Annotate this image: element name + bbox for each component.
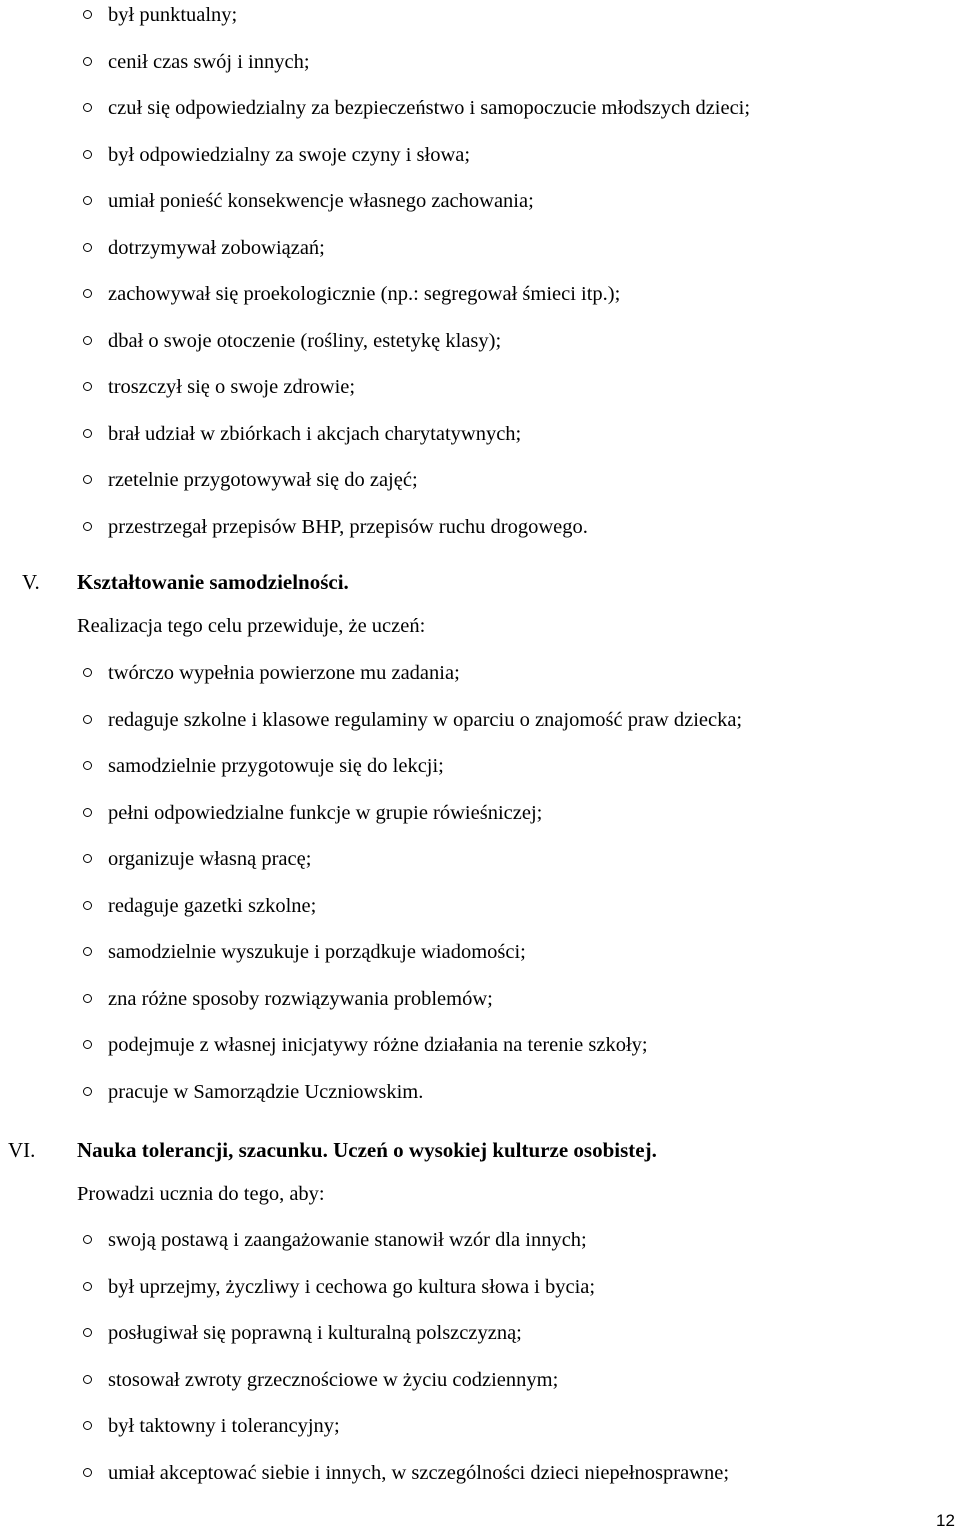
list-item-text: organizuje własną pracę; [108, 848, 312, 870]
section-v-intro: Realizacja tego celu przewiduje, że uczeń: [77, 615, 426, 637]
list-item-text: troszczył się o swoje zdrowie; [108, 376, 356, 398]
bullet-icon [83, 103, 92, 112]
section-vi-title: Nauka tolerancji, szacunku. Uczeń o wysokiej kulturze osobistej. [77, 1138, 657, 1162]
list-item-text: był uprzejmy, życzliwy i cechowa go kultura słowa i bycia; [108, 1275, 596, 1298]
bullet-icon [83, 10, 92, 19]
list-item-text: brał udział w zbiórkach i akcjach charytatywnych; [108, 422, 522, 445]
list-item-text: dotrzymywał zobowiązań; [108, 236, 325, 259]
list-item-text: rzetelnie przygotowywał się do zajęć; [108, 469, 418, 491]
bullet-icon [83, 1421, 92, 1430]
section-vi-intro: Prowadzi ucznia do tego, aby: [77, 1183, 325, 1205]
bullet-icon [83, 475, 92, 484]
list-item-text: przestrzegał przepisów BHP, przepisów ruchu drogowego. [108, 515, 588, 538]
list-item-text: był punktualny; [108, 4, 238, 26]
list-item-text: pełni odpowiedzialne funkcje w grupie rówieśniczej; [108, 801, 543, 824]
list-item-text: posługiwał się poprawną i kulturalną polszczyzną; [108, 1322, 522, 1344]
page-number: 12 [936, 1511, 955, 1530]
list-item-text: był odpowiedzialny za swoje czyny i słowa; [108, 143, 471, 166]
bullet-icon [83, 901, 92, 910]
list-item-text: był taktowny i tolerancyjny; [108, 1415, 340, 1437]
list-item-text: czuł się odpowiedzialny za bezpieczeństwo i samopoczucie młodszych dzieci; [108, 97, 751, 119]
bullet-icon [83, 57, 92, 66]
list-item-text: samodzielnie przygotowuje się do lekcji; [108, 755, 444, 777]
list-item-text: dbał o swoje otoczenie (rośliny, estetykę klasy); [108, 329, 502, 352]
list-item-text: zachowywał się proekologicznie (np.: segregował śmieci itp.); [108, 283, 621, 305]
bullet-icon [83, 196, 92, 205]
bullet-icon [83, 947, 92, 956]
bullet-icon [83, 289, 92, 298]
bullet-icon [83, 382, 92, 391]
bullet-icon [83, 1375, 92, 1384]
list-item-text: redaguje szkolne i klasowe regulaminy w oparciu o znajomość praw dziecka; [108, 708, 743, 731]
list-item-text: redaguje gazetki szkolne; [108, 894, 317, 917]
bullet-icon [83, 808, 92, 817]
list-item-text: pracuje w Samorządzie Uczniowskim. [108, 1080, 424, 1103]
bullet-icon [83, 1040, 92, 1049]
list-item-text: stosował zwroty grzecznościowe w życiu codziennym; [108, 1368, 559, 1391]
bullet-icon [83, 761, 92, 770]
bullet-icon [83, 336, 92, 345]
bullet-icon [83, 1235, 92, 1244]
section-v-title: Kształtowanie samodzielności. [77, 570, 349, 594]
list-item-text: twórczo wypełnia powierzone mu zadania; [108, 662, 460, 684]
bullet-icon [83, 429, 92, 438]
list-item-text: umiał ponieść konsekwencje własnego zachowania; [108, 190, 534, 212]
bullet-icon [83, 854, 92, 863]
bullet-icon [83, 715, 92, 724]
bullet-icon [83, 243, 92, 252]
list-item-text: swoją postawą i zaangażowanie stanowił wzór dla innych; [108, 1229, 587, 1251]
section-v-number: V. [22, 570, 40, 594]
bullet-icon [83, 668, 92, 677]
bullet-icon [83, 1328, 92, 1337]
bullet-icon [83, 1087, 92, 1096]
list-item-text: cenił czas swój i innych; [108, 50, 310, 73]
section-vi-number: VI. [8, 1138, 36, 1162]
bullet-icon [83, 1468, 92, 1477]
bullet-icon [83, 522, 92, 531]
bullet-icon [83, 994, 92, 1003]
list-item-text: umiał akceptować siebie i innych, w szczególności dzieci niepełnosprawne; [108, 1461, 730, 1484]
list-item-text: podejmuje z własnej inicjatywy różne działania na terenie szkoły; [108, 1034, 648, 1056]
bullet-icon [83, 150, 92, 159]
list-item-text: zna różne sposoby rozwiązywania problemów; [108, 987, 493, 1010]
list-item-text: samodzielnie wyszukuje i porządkuje wiadomości; [108, 941, 526, 963]
bullet-icon [83, 1282, 92, 1291]
